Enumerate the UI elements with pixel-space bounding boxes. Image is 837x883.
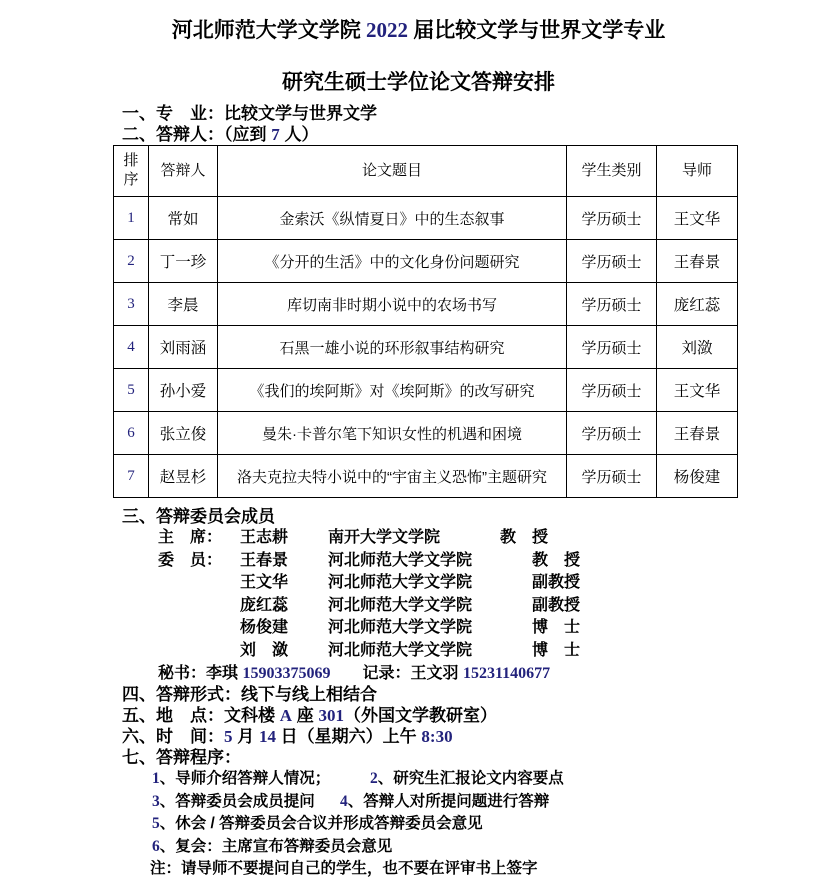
table-row [114,197,738,240]
cell-no: 5 [114,369,149,412]
cell-no: 3 [114,283,149,326]
member-role: 委 员： [158,551,223,569]
header-text: 序 [123,172,139,188]
section-value: 日（星期六）上午 [275,727,422,746]
cell-no: 6 [114,412,149,455]
table-row [114,412,738,455]
program-item [152,768,370,791]
committee-member-row [158,550,837,573]
member-org: 河北师范大学文学院 [328,551,473,569]
section-value: 月 [232,727,259,746]
table-row [114,369,738,412]
committee-member-row [158,640,837,663]
cell-student-type: 学历硕士 [567,283,657,326]
time-value: 8:30 [421,727,453,746]
cell-student-type: 学历硕士 [567,240,657,283]
cell-thesis-title: 洛夫克拉夫特小说中的“宇宙主义恐怖”主题研究 [218,455,567,498]
program-line [152,836,837,859]
title-year: 2022 [366,18,408,42]
section-label: 答辩程序： [156,748,241,767]
program-line [152,813,837,836]
item-number: 5 [152,815,160,832]
section-marker: 七、 [122,748,156,767]
defense-table [113,145,738,498]
cell-advisor: 杨俊建 [657,455,738,498]
cell-thesis-title: 《我们的埃阿斯》对《埃阿斯》的改写研究 [218,369,567,412]
section-location [122,705,837,726]
section-format [122,684,837,705]
program-line [152,768,837,791]
table-row [114,240,738,283]
item-text: 、研究生汇报论文内容要点 [377,770,564,787]
section-value: 线下与线上相结合 [241,685,377,704]
program-item [370,770,564,787]
cell-advisor: 庞红蕊 [657,283,738,326]
item-number: 4 [340,792,348,810]
cell-student-type: 学历硕士 [567,326,657,369]
section-label: 专 业： [156,104,224,123]
cell-no: 4 [114,326,149,369]
cell-advisor: 王春景 [657,412,738,455]
header-defender: 答辩人 [149,146,218,197]
table-header-row [114,146,738,197]
secretary-line [158,663,837,684]
month-number: 5 [224,727,233,746]
cell-thesis-title: 金索沃《纵情夏日》中的生态叙事 [218,197,567,240]
program-item [152,838,392,855]
cell-name: 张立俊 [149,412,218,455]
table-row [114,283,738,326]
title-text: 届比较文学与世界文学专业 [408,18,666,42]
section-marker: 二、 [122,125,156,144]
item-number: 3 [152,792,160,810]
header-seq [114,146,149,197]
section-procedure [122,747,837,768]
cell-advisor: 王春景 [657,240,738,283]
note-text: 请导师不要提问自己的学生，也不要在评审书上签字 [181,860,538,877]
cell-name: 赵昱杉 [149,455,218,498]
section-marker: 五、 [122,706,156,725]
member-name: 杨俊建 [240,619,289,636]
committee-member-row [158,572,837,595]
program-item [152,791,340,814]
cell-student-type: 学历硕士 [567,369,657,412]
page-title-line2: 研究生硕士学位论文答辩安排 [282,70,555,94]
member-org: 河北师范大学文学院 [328,641,473,659]
section-value: （应到 [224,125,272,144]
cell-name: 孙小爱 [149,369,218,412]
section-label: 答辩委员会成员 [156,507,275,526]
member-org: 河北师范大学文学院 [328,574,473,591]
cell-name: 常如 [149,197,218,240]
recorder-name: 王文羽 [410,665,463,682]
header-text: 排 [123,153,139,169]
cell-no: 2 [114,240,149,283]
day-number: 14 [258,727,276,746]
item-number: 2 [370,770,378,787]
spacer [330,665,362,682]
section-label: 时 间： [156,727,224,746]
section-marker: 四、 [122,685,156,704]
section-label: 地 点： [156,706,224,725]
recorder-label: 记录： [362,665,411,682]
item-number: 1 [152,770,160,787]
member-role [158,572,240,595]
cell-thesis-title: 《分开的生活》中的文化身份问题研究 [218,240,567,283]
item-text: 、答辩委员会成员提问 [159,792,315,810]
cell-name: 丁一珍 [149,240,218,283]
cell-thesis-title: 石黑一雄小说的环形叙事结构研究 [218,326,567,369]
table-row [114,455,738,498]
recorder-phone: 15231140677 [462,665,551,682]
section-value: 人） [279,125,319,144]
member-role [158,640,240,663]
section-value: （外国文学教研室） [343,706,497,725]
defender-count: 7 [271,125,280,144]
member-title: 教 授 [500,529,549,546]
header-advisor: 导师 [657,146,738,197]
table-row [114,326,738,369]
committee-member-row [158,527,837,550]
section-marker: 一、 [122,104,156,123]
member-org: 南开大学文学院 [328,529,441,546]
committee-member-row [158,617,837,640]
section-value: 比较文学与世界文学 [224,104,377,123]
section-defenders [122,124,837,145]
cell-student-type: 学历硕士 [567,455,657,498]
section-value: 座 [292,706,319,725]
member-name: 王春景 [240,551,289,569]
note-line [150,858,837,881]
item-text: 、复会：主席宣布答辩委员会意见 [159,837,393,855]
section-label: 答辩人： [156,125,224,144]
section-marker: 三、 [122,507,156,526]
header-thesis-title: 论文题目 [218,146,567,197]
member-name: 王志耕 [240,529,289,546]
member-title: 教 授 [532,551,581,569]
program-line [152,791,837,814]
member-title: 博 士 [532,641,581,659]
section-marker: 六、 [122,727,156,746]
cell-advisor: 王文华 [657,369,738,412]
section-label: 答辩形式： [156,685,241,704]
header-student-type: 学生类别 [567,146,657,197]
cell-no: 1 [114,197,149,240]
program-item [340,793,549,810]
cell-advisor: 王文华 [657,197,738,240]
member-name: 刘 潋 [240,641,289,659]
member-role [158,595,240,618]
cell-thesis-title: 库切南非时期小说中的农场书写 [218,283,567,326]
member-title: 副教授 [532,596,581,614]
item-text: 、休会 / 答辩委员会合议并形成答辩委员会意见 [159,815,483,832]
cell-student-type: 学历硕士 [567,197,657,240]
item-text: 、答辩人对所提问题进行答辩 [347,792,550,810]
section-committee [122,506,837,527]
program-item [152,815,483,832]
building-letter: A [279,706,293,725]
cell-thesis-title: 曼朱·卡普尔笔下知识女性的机遇和困境 [218,412,567,455]
member-org: 河北师范大学文学院 [328,596,473,614]
member-title: 博 士 [532,619,581,636]
secretary-phone: 15903375069 [242,665,331,682]
secretary-name: 李琪 [206,665,243,682]
cell-advisor: 刘潋 [657,326,738,369]
member-org: 河北师范大学文学院 [328,619,473,636]
note-label: 注： [150,860,182,877]
item-number: 6 [152,837,160,855]
cell-student-type: 学历硕士 [567,412,657,455]
secretary-label: 秘书： [158,665,207,682]
page-title-line1 [0,0,837,44]
item-text: 、导师介绍答辩人情况； [159,770,331,787]
committee-member-row [158,595,837,618]
cell-name: 李晨 [149,283,218,326]
member-role [158,617,240,640]
room-number: 301 [318,706,344,725]
member-name: 庞红蕊 [240,596,289,614]
title-text: 河北师范大学文学院 [171,18,366,42]
section-time [122,726,837,747]
section-major [122,103,837,124]
cell-no: 7 [114,455,149,498]
cell-name: 刘雨涵 [149,326,218,369]
member-name: 王文华 [240,574,289,591]
member-role: 主 席： [158,529,223,546]
section-value: 文科楼 [224,706,280,725]
committee-list [158,527,837,662]
member-title: 副教授 [532,574,581,591]
